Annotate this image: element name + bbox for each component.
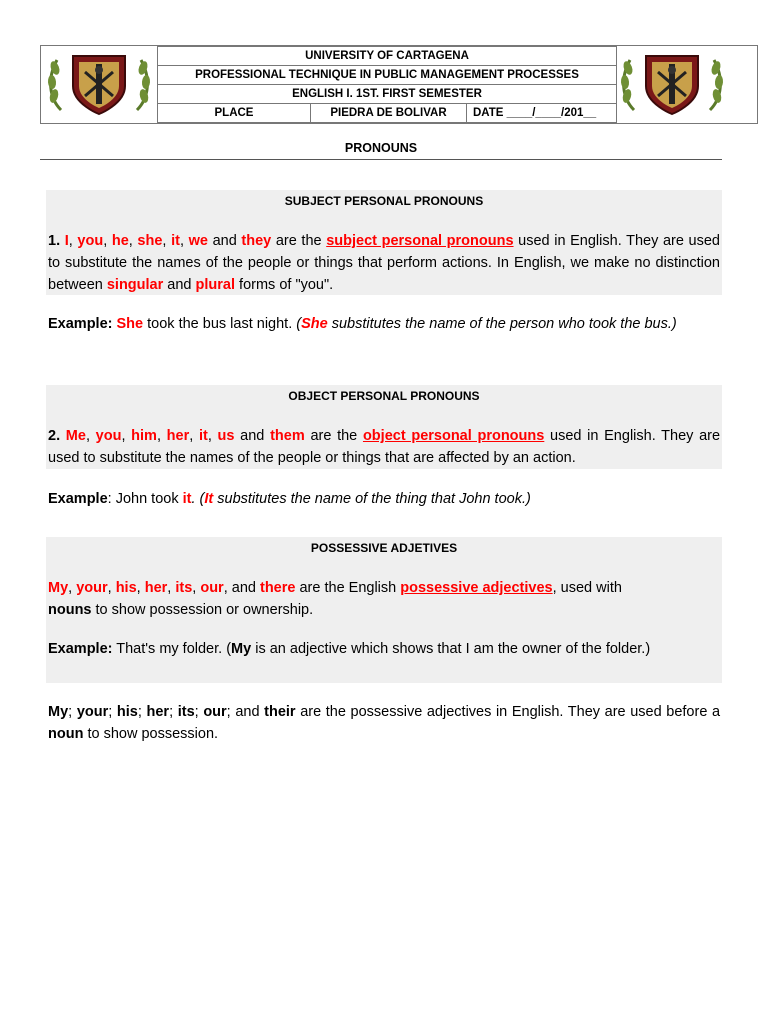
possessive-example: Example: That's my folder. (My is an adjective which shows that I am the owner of the folder.)	[48, 641, 651, 657]
page-title: PRONOUNS	[344, 141, 418, 155]
university-crest-icon	[616, 48, 728, 120]
term-subject-personal-pronouns: subject personal pronouns	[326, 233, 514, 249]
place-value: PIEDRA DE BOLIVAR	[311, 104, 467, 123]
university-crest-icon	[43, 48, 155, 120]
object-pronouns-paragraph: 2. Me, you, him, her, it, us and them are the object personal pronouns used in English. They are used to substitute the names of the people or things that are affected by an action.	[48, 428, 721, 466]
section-heading: OBJECT PERSONAL PRONOUNS	[288, 389, 480, 403]
program-name: PROFESSIONAL TECHNIQUE IN PUBLIC MANAGEMENT PROCESSES	[158, 66, 617, 85]
term-object-personal-pronouns: object personal pronouns	[362, 428, 545, 444]
section-heading: POSSESSIVE ADJETIVES	[310, 541, 458, 555]
term-possessive-adjectives: possessive adjectives	[400, 580, 553, 596]
subject-pronouns-section	[46, 190, 722, 295]
object-example: Example: John took it. (It substitutes the name of the thing that John took.)	[48, 491, 531, 507]
subject-example: Example: She took the bus last night. (She substitutes the name of the person who took the bus.)	[48, 316, 677, 332]
title-divider	[40, 159, 722, 160]
course-name: ENGLISH I. 1ST. FIRST SEMESTER	[158, 85, 617, 104]
date-field: DATE ____/____/201__	[467, 104, 617, 123]
possessive-list-paragraph: My; your; his; her; its; our; and their are the possessive adjectives in English. They are used before a noun to show possession.	[48, 704, 721, 742]
subject-pronouns-paragraph: 1. I, you, he, she, it, we and they are the subject personal pronouns used in English. They are used to substitute the names of the people or things that perform actions. In English, we make no distinction between singular and plural forms of "you".	[48, 233, 720, 293]
object-pronouns-section	[46, 385, 722, 469]
place-label: PLACE	[158, 104, 311, 123]
document-header	[40, 45, 758, 124]
header-table	[157, 46, 617, 123]
possessive-paragraph: My, your, his, her, its, our, and there are the English possessive adjectives, used with nouns to show possession or ownership.	[48, 580, 622, 618]
university-name: UNIVERSITY OF CARTAGENA	[158, 47, 617, 66]
possessive-adjectives-section	[46, 537, 722, 683]
section-heading: SUBJECT PERSONAL PRONOUNS	[284, 194, 484, 208]
